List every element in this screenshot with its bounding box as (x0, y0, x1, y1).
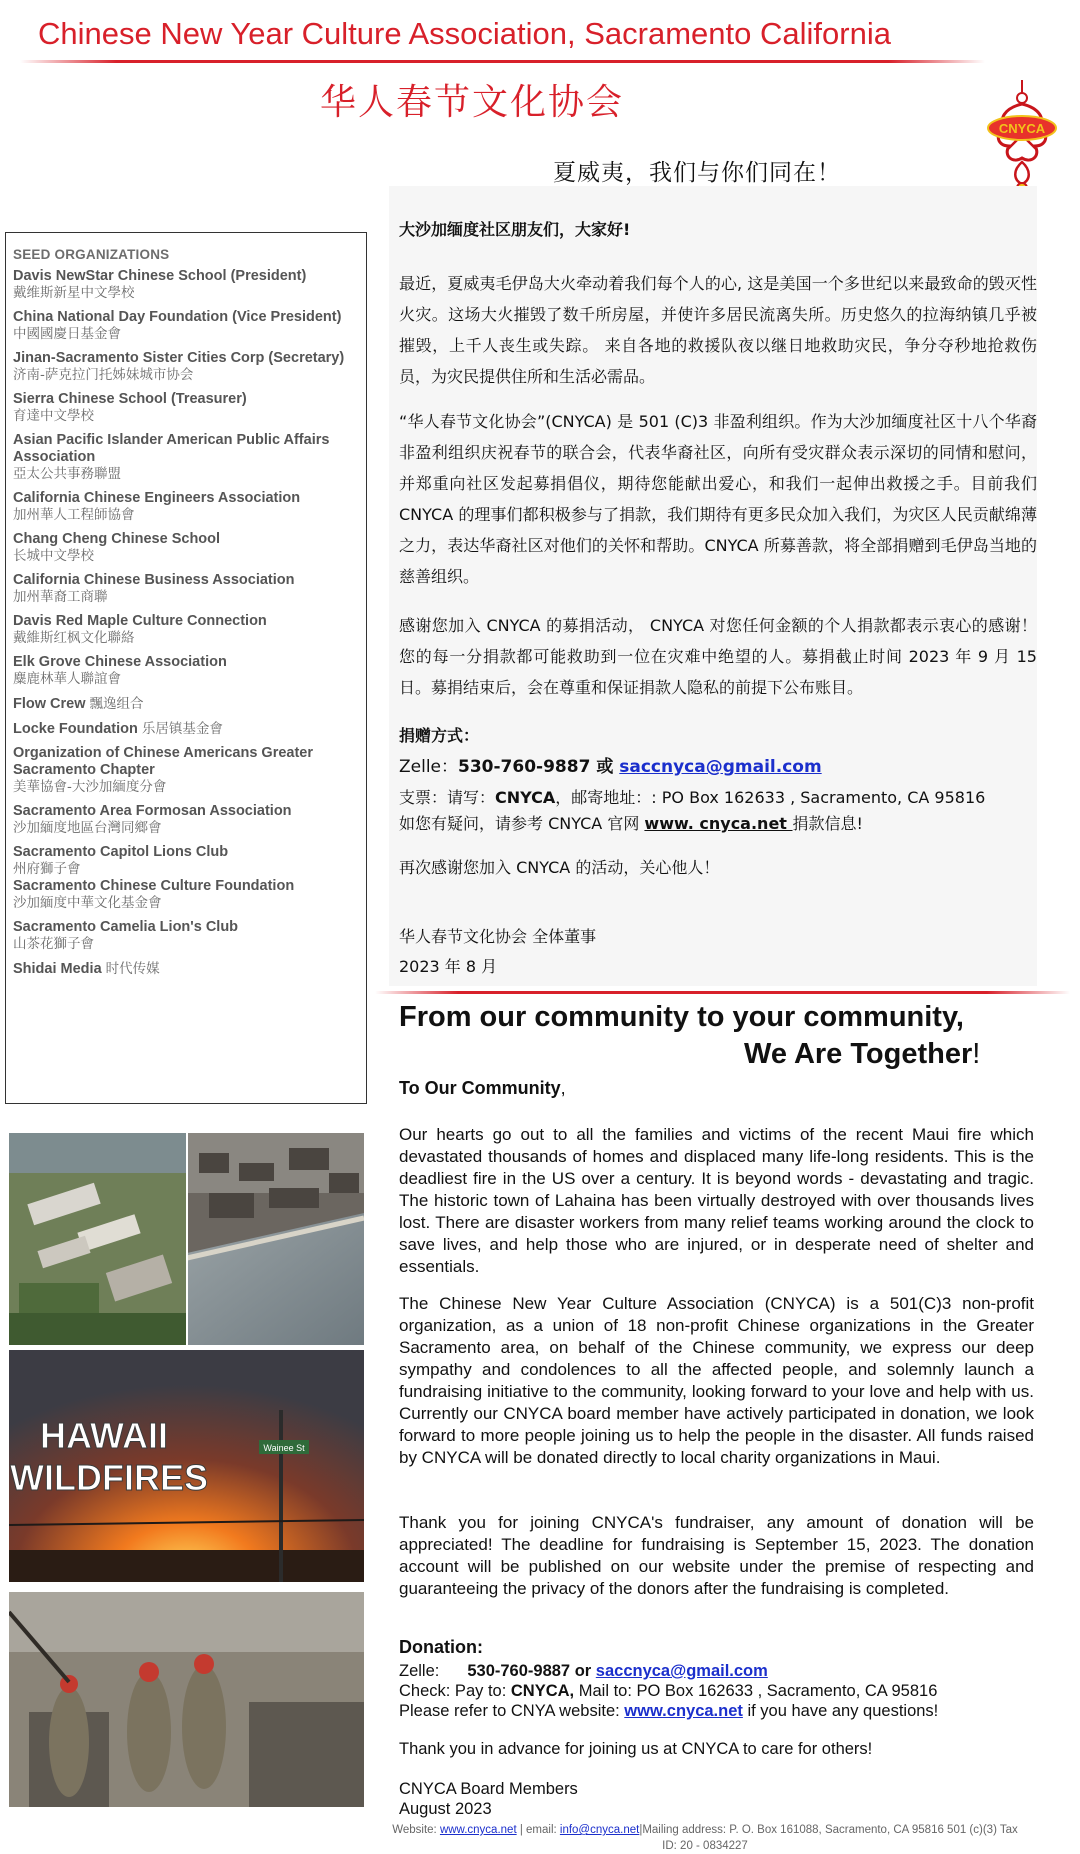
org-name-en: Davis Red Maple Culture Connection (13, 613, 267, 629)
org-item (13, 572, 360, 606)
footer-email-label: | email: (516, 1824, 560, 1836)
en-paragraph-3: Thank you for joining CNYCA's fundraiser, any amount of donation will be appreciated! The deadline for fundraising is September 15, 2023. The donation account will be published on our website under the premise of respecting and guaranteeing the privacy of the donors after the fundraising is completed. (399, 1513, 1034, 1598)
zh-signature: 华人春节文化协会 全体董事 (399, 927, 597, 946)
org-name-zh: 时代传媒 (105, 961, 160, 977)
zh-greeting: 大沙加缅度社区朋友们，大家好! (399, 220, 631, 239)
org-item (13, 391, 360, 425)
section-divider (375, 991, 1070, 994)
zh-paragraph-1: 最近，夏威夷毛伊岛大火牵动着我们每个人的心, 这是美国一个多世纪以来最致命的毁灭性火灾。这场大火摧毁了数千所房屋，并使许多居民流离失所。历史悠久的拉海纳镇几乎被摧毁，上千人丧生或失踪。 来自各地的救援队夜以继日地救助灾民，争分夺秒地抢救伤员，为灾民提供住所和生活必需品。 (399, 274, 1037, 386)
org-item (13, 268, 360, 302)
org-item (13, 654, 360, 688)
page-title-en: Chinese New Year Culture Association, Sacramento California (38, 16, 891, 51)
website-suffix: if you have any questions! (742, 1702, 939, 1720)
zelle-phone: 530-760-9887 或 (458, 757, 620, 777)
en-greeting-text: To Our Community (399, 1078, 561, 1098)
check-payee: CNYCA (495, 788, 556, 807)
org-item (13, 309, 360, 343)
org-item (13, 531, 360, 565)
en-paragraph-2: The Chinese New Year Culture Association (CNYCA) is a 501(C)3 non-profit organization, as a union of 18 non-profit Chinese organizations in the Greater Sacramento area, on behalf of the Chinese community, we express our deep sympathy and condolences to all the affected people, and solemnly launch a fundraising initiative to the community, looking forward to your love and help with us. Currently our CNYCA board member have actively participated in donation, we look forward to more people joining us to help the people in the disaster. All funds raised by CNYCA will be donated directly to local charity organizations in Maui. (399, 1294, 1034, 1467)
zh-paragraph-3: 感谢您加入 CNYCA 的募捐活动， CNYCA 对您任何金额的个人捐款都表示衷心的感谢！您的每一分捐款都可能救助到一位在灾难中绝望的人。募捐截止时间 2023 年 9 月 15 日。募捐结束后，会在尊重和保证捐款人隐私的前提下公布账目。 (399, 616, 1037, 697)
zh-zelle-line (399, 752, 1039, 777)
org-item (13, 613, 360, 647)
en-headline-2-mark: ! (972, 1038, 981, 1070)
org-item (13, 919, 360, 953)
org-name-en: Davis NewStar Chinese School (President) (13, 268, 307, 284)
org-item (13, 432, 360, 483)
org-name-en: Sacramento Area Formosan Association (13, 803, 292, 819)
zh-donation-heading: 捐赠方式： (399, 726, 480, 745)
footer-email-link[interactable]: info@cnyca.net (559, 1824, 640, 1836)
org-name-zh: 中國國慶日基金會 (13, 326, 121, 342)
org-item (13, 720, 360, 738)
footer-mailing-address: |Mailing address: P. O. Box 161088, Sacramento, CA 95816 501 (c)(3) Tax ID: 20 - 0834227 (639, 1824, 1018, 1852)
check-payee: CNYCA, (510, 1682, 575, 1700)
street-sign-text: Wainee St (263, 1443, 305, 1453)
website-link[interactable]: www.cnyca.net (624, 1702, 743, 1720)
org-name-zh: 加州華人工程師協會 (13, 507, 135, 523)
en-headline-1: From our community to your community, (399, 1001, 964, 1033)
org-name-zh: 加州華裔工商聯 (13, 589, 108, 605)
en-date: August 2023 (399, 1800, 492, 1818)
en-donation-heading: Donation: (399, 1637, 483, 1657)
page-title-zh: 华人春节文化协会 (320, 82, 625, 123)
org-name-zh: 戴維斯红枫文化聯絡 (13, 630, 135, 646)
org-name-en: Organization of Chinese Americans Greater Sacramento Chapter (13, 745, 314, 778)
org-name-zh: 山茶花獅子會 (13, 936, 94, 952)
org-item (13, 490, 360, 524)
org-name-zh: 州府獅子會 (13, 861, 81, 877)
org-name-zh: 飄逸组合 (89, 696, 144, 712)
org-name-en: Sacramento Camelia Lion's Club (13, 919, 239, 935)
page-footer (385, 1822, 1025, 1854)
en-greeting (399, 1078, 566, 1099)
org-name-zh: 美華協會-大沙加緬度分會 (13, 779, 167, 795)
en-signature: CNYCA Board Members (399, 1780, 578, 1798)
check-label: Check: Pay to: (399, 1682, 511, 1700)
org-name-zh: 育達中文學校 (13, 408, 94, 424)
relief-workers-photo (9, 1592, 364, 1807)
wildfire-caption-2: WILDFIRES (10, 1457, 208, 1498)
org-name-en: China National Day Foundation (Vice President) (13, 309, 342, 325)
org-name-en: California Chinese Business Association (13, 572, 295, 588)
seed-organizations-box (5, 232, 367, 1104)
org-name-zh: 麋鹿林華人聯誼會 (13, 671, 121, 687)
org-item (13, 844, 360, 878)
website-suffix: 捐款信息! (792, 814, 863, 833)
org-item (13, 878, 360, 912)
zh-check-line (399, 785, 1039, 808)
org-item (13, 695, 360, 713)
zh-website-line (399, 811, 1039, 834)
footer-website-link[interactable]: www.cnyca.net (439, 1824, 517, 1836)
org-name-en: Chang Cheng Chinese School (13, 531, 221, 547)
org-item (13, 745, 360, 796)
en-headline-2-text: We Are Together (744, 1038, 973, 1070)
org-name-zh: 沙加緬度地區台灣同鄉會 (13, 820, 162, 836)
zelle-label: Zelle: (399, 1662, 440, 1680)
en-check-line (399, 1682, 1039, 1701)
org-name-zh: 戴维斯新星中文學校 (13, 285, 135, 301)
en-zelle-line (399, 1662, 1039, 1681)
org-name-en: Sacramento Chinese Culture Foundation (13, 878, 295, 894)
org-name-en: California Chinese Engineers Association (13, 490, 301, 506)
header-divider (20, 60, 985, 63)
email-link[interactable]: saccnyca@gmail.com (595, 1662, 768, 1680)
org-name-en: Sierra Chinese School (Treasurer) (13, 391, 247, 407)
website-prefix: Please refer to CNYA website: (399, 1702, 625, 1720)
en-website-line (399, 1702, 1039, 1721)
org-name-en: Locke Foundation (13, 721, 138, 737)
org-name-en: Asian Pacific Islander American Public Affairs Association (13, 432, 330, 465)
en-thanks: Thank you in advance for joining us at CNYCA to care for others! (399, 1740, 873, 1758)
org-name-zh: 亞太公共事務聯盟 (13, 466, 121, 482)
zelle-phone: 530-760-9887 or (467, 1662, 596, 1680)
check-label: 支票：请写： (399, 788, 496, 807)
maui-aerial-photo (9, 1133, 364, 1345)
website-prefix: 如您有疑问，请参考 CNYCA 官网 (399, 814, 645, 833)
en-headline-2 (744, 1038, 980, 1071)
email-link[interactable]: saccnyca@gmail.com (619, 757, 822, 777)
org-name-en: Jinan-Sacramento Sister Cities Corp (Secretary) (13, 350, 345, 366)
org-name-zh: 沙加緬度中華文化基金會 (13, 895, 162, 911)
mail-address: ，邮寄地址：: PO Box 162633 , Sacramento, CA 95816 (555, 788, 986, 807)
zh-paragraph-2: “华人春节文化协会”(CNYCA) 是 501 (C)3 非盈利组织。作为大沙加缅度社区十八个华裔非盈利组织庆祝春节的联合会，代表华裔社区，向所有受灾群众表示深切的同情和慰问，并郑重向社区发起募捐倡仪，期待您能献出爱心，和我们一起伸出救援之手。目前我们 CNYCA 的理事们都积极参与了捐款，我们期待有更多民众加入我们，为灾区人民贡献绵薄之力，表达华裔社区对他们的关怀和帮助。CNYCA 所募善款，将全部捐赠到毛伊岛当地的慈善组织。 (399, 412, 1037, 586)
org-item (13, 960, 360, 978)
org-name-en: Sacramento Capitol Lions Club (13, 844, 229, 860)
en-paragraph-1: Our hearts go out to all the families and victims of the recent Maui fire which devastated thousands of homes and displaced many life-long residents. This is the deadliest fire in the US over a century. It is beyond words - devastating and tragic. The historic town of Lahaina has been virtually destroyed with over thousands lives lost. There are disaster workers from many relief teams working around the clock to save lives, and help those who are injured, or in desperate need of shelter and essentials. (399, 1125, 1034, 1276)
logo-text: CNYCA (998, 121, 1046, 136)
hawaii-wildfires-photo (9, 1350, 364, 1582)
org-name-zh: 乐居镇基金會 (141, 721, 223, 737)
org-name-en: Flow Crew (13, 696, 86, 712)
mail-address: Mail to: PO Box 162633 , Sacramento, CA 95816 (574, 1682, 938, 1700)
en-greeting-comma: , (560, 1078, 566, 1098)
org-item (13, 350, 360, 384)
zh-thanks: 再次感谢您加入 CNYCA 的活动，关心他人！ (399, 858, 720, 877)
org-name-zh: 济南-萨克拉门托姊妹城市协会 (13, 367, 194, 383)
footer-website-label: Website: (392, 1824, 440, 1836)
org-name-zh: 长城中文學校 (13, 548, 94, 564)
seed-organizations-heading: SEED ORGANIZATIONS (13, 247, 170, 262)
zelle-label: Zelle： (399, 757, 459, 777)
org-name-en: Elk Grove Chinese Association (13, 654, 227, 670)
zh-date: 2023 年 8 月 (399, 957, 498, 976)
org-item (13, 803, 360, 837)
org-name-en: Shidai Media (13, 961, 102, 977)
zh-letter-heading: 夏威夷，我们与你们同在！ (553, 160, 841, 186)
website-link[interactable]: www. cnyca.net (644, 814, 793, 833)
wildfire-caption-1: HAWAII (39, 1415, 169, 1456)
